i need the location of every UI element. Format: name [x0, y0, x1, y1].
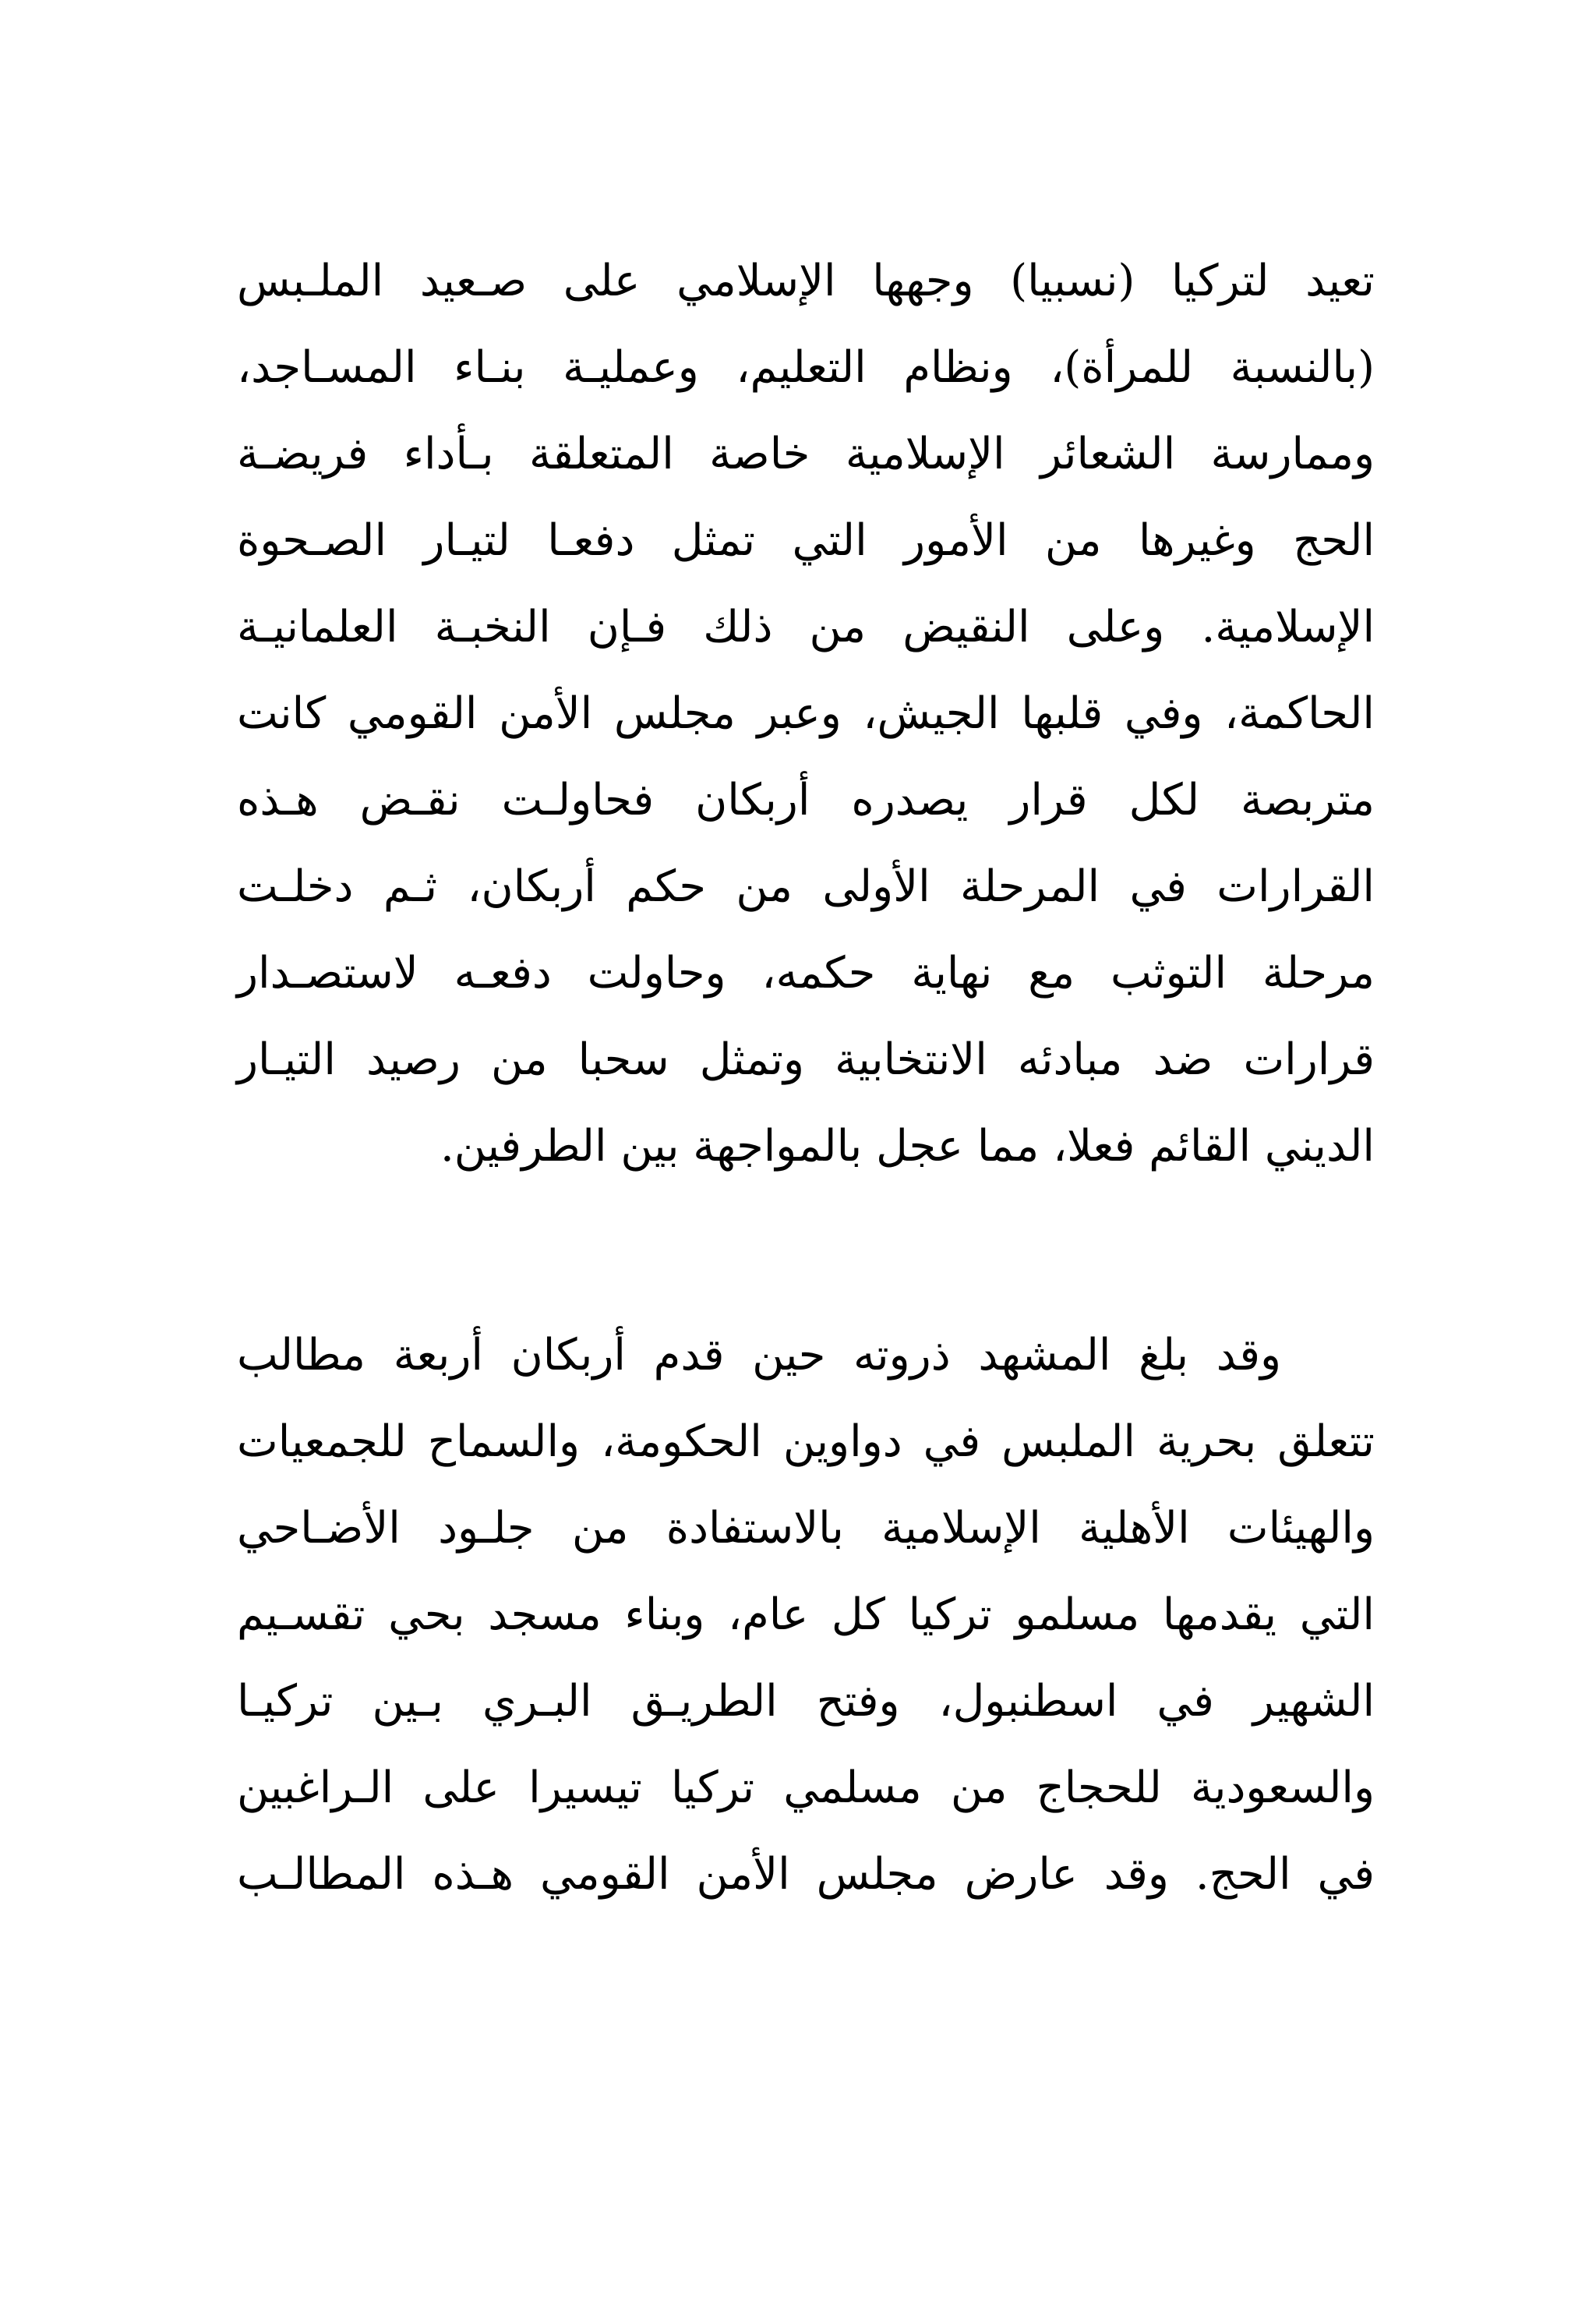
paragraph-line: وقد بلغ المشهد ذروته حين قدم أربكان أربعة مطالب	[237, 1330, 1281, 1381]
paragraph-line: والهيئات الأهلية الإسلامية بالاستفادة من جلـود الأضـاحي	[237, 1503, 1375, 1554]
paragraph-line: قرارات ضد مبادئه الانتخابية وتمثل سحبا من رصيد التيـار	[237, 1034, 1375, 1085]
paragraph-line: الحاكمة، وفي قلبها الجيش، وعبر مجلس الأمن القومي كانت	[237, 688, 1375, 739]
paragraph-line: التي يقدمها مسلمو تركيا كل عام، وبناء مسجد بحي تقسـيم	[237, 1589, 1375, 1640]
paragraph-2	[237, 1312, 1375, 1918]
paragraph-line: الحج وغيرها من الأمور التي تمثل دفعـا لتيـار الصـحوة	[237, 515, 1375, 566]
paragraph-line: الإسلامية. وعلى النقيض من ذلك فـإن النخبـة العلمانيـة	[237, 602, 1375, 652]
paragraph-line: الشهير في اسطنبول، وفتح الطريـق البـري بـين تركيـا	[237, 1676, 1375, 1727]
paragraph-1	[237, 238, 1375, 1190]
paragraph-line: القرارات في المرحلة الأولى من حكم أربكان، ثـم دخلـت	[237, 861, 1375, 912]
paragraph-line: متربصة لكل قرار يصدره أربكان فحاولـت نقـض هـذه	[237, 775, 1375, 825]
paragraph-line: تتعلق بحرية الملبس في دواوين الحكومة، والسماح للجمعيات	[237, 1416, 1375, 1467]
paragraph-line: والسعودية للحجاج من مسلمي تركيا تيسيرا على الـراغبين	[237, 1762, 1375, 1813]
paragraph-line: مرحلة التوثب مع نهاية حكمه، وحاولت دفعـه لاستصـدار	[237, 948, 1375, 999]
paragraph-line: الديني القائم فعلا، مما عجل بالمواجهة بين الطرفين.	[440, 1121, 1375, 1172]
paragraph-line: تعيد لتركيا (نسبيا) وجهها الإسلامي على صـعيد الملـبس	[237, 256, 1375, 306]
paragraph-line: وممارسة الشعائر الإسلامية خاصة المتعلقة بـأداء فريضـة	[237, 429, 1375, 479]
paragraph-line: في الحج. وقد عارض مجلس الأمن القومي هـذه المطالـب	[237, 1849, 1375, 1900]
paragraph-line: (بالنسبة للمرأة)، ونظام التعليم، وعمليـة بنـاء المسـاجد،	[237, 342, 1375, 393]
